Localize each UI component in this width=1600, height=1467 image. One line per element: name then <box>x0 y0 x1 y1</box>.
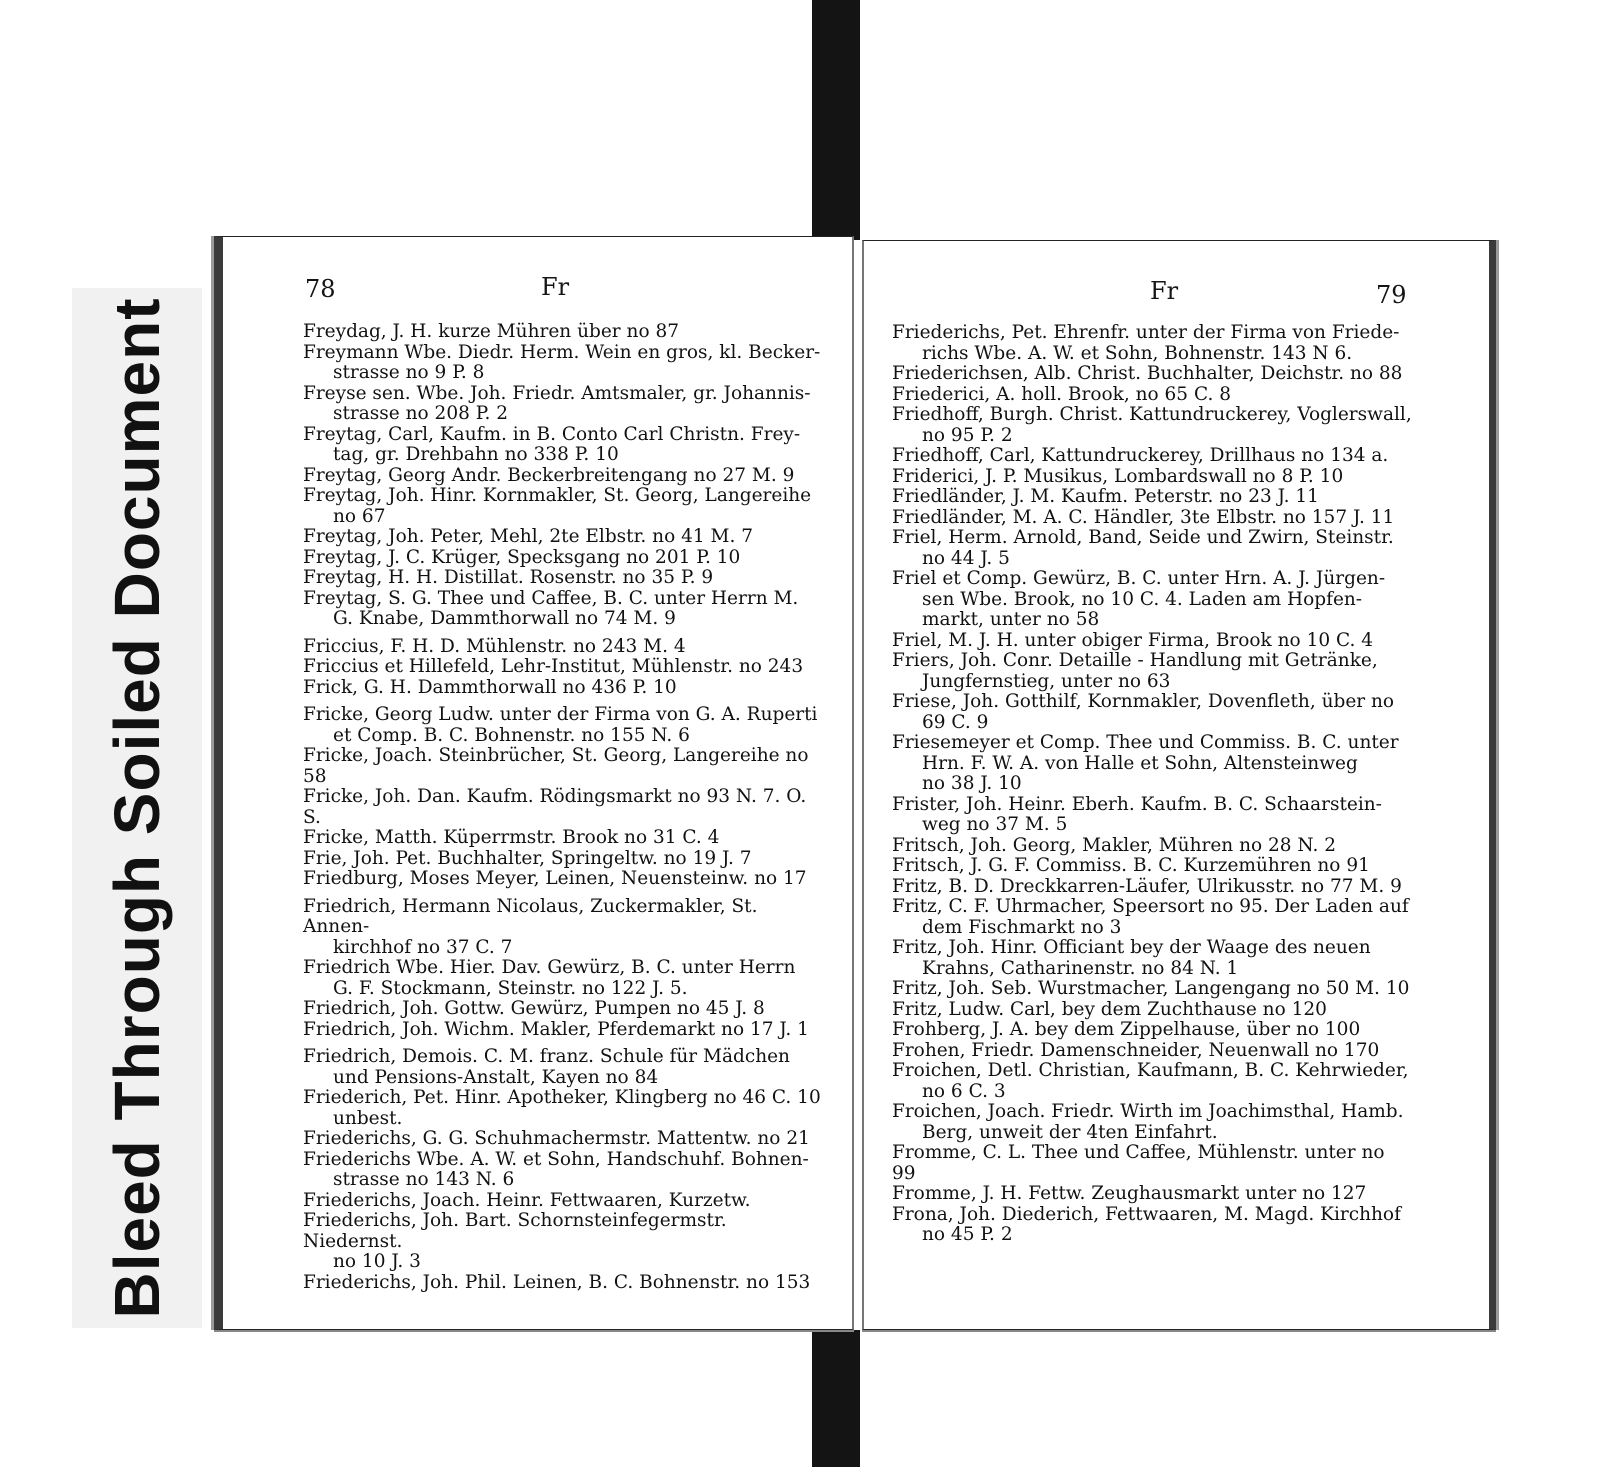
entry-continuation: unbest. <box>333 1107 403 1129</box>
entry-continuation: G. Knabe, Dammthorwall no 74 M. 9 <box>333 608 676 629</box>
directory-entry <box>303 897 823 959</box>
entry-continuation: no 6 C. 3 <box>922 1080 1006 1102</box>
entry-continuation: strasse no 208 P. 2 <box>333 403 508 424</box>
entry-line: Friedrich, Demois. C. M. franz. Schule für Mädchen <box>303 1046 790 1067</box>
entry-continuation: dem Fischmarkt no 3 <box>922 916 1122 938</box>
directory-entry <box>892 795 1412 836</box>
entry-line: Frie, Joh. Pet. Buchhalter, Springeltw. no 19 J. 7 <box>303 847 752 869</box>
entry-line: Freytag, S. G. Thee und Caffee, B. C. unter Herrn M. <box>303 587 799 609</box>
entry-line: Friese, Joh. Gotthilf, Kornmakler, Dovenfleth, über no <box>892 691 1395 712</box>
right-page-header: Fr <box>1150 277 1179 305</box>
entry-line: Friel, Herm. Arnold, Band, Seide und Zwirn, Steinstr. <box>892 527 1394 548</box>
entry-line: Friedrich Wbe. Hier. Dav. Gewürz, B. C. unter Herrn <box>303 957 796 978</box>
entry-continuation: et Comp. B. C. Bohnenstr. no 155 N. 6 <box>333 724 690 746</box>
entry-line: Freytag, J. C. Krüger, Specksgang no 201 P. 10 <box>303 546 741 568</box>
directory-entry <box>892 856 1412 877</box>
directory-entry <box>892 938 1412 979</box>
entry-continuation: no 44 J. 5 <box>922 547 1010 569</box>
left-page-number: 78 <box>305 275 336 303</box>
entry-line: Fritz, Ludw. Carl, bey dem Zuchthause no 120 <box>892 998 1327 1020</box>
entry-line: Frohen, Friedr. Damenschneider, Neuenwall no 170 <box>892 1039 1380 1061</box>
entry-line: Fricke, Joach. Steinbrücher, St. Georg, Langereihe no 58 <box>303 745 809 787</box>
entry-line: Freytag, Carl, Kaufm. in B. Conto Carl Christn. Frey- <box>303 423 801 445</box>
directory-entry <box>892 487 1412 508</box>
entry-line: Friccius et Hillefeld, Lehr-Institut, Mühlenstr. no 243 <box>303 656 804 677</box>
directory-entry <box>892 651 1412 692</box>
entry-continuation: richs Wbe. A. W. et Sohn, Bohnenstr. 143 N 6. <box>922 342 1353 364</box>
entry-line: Freydag, J. H. kurze Mühren über no 87 <box>303 321 679 342</box>
entry-line: Frick, G. H. Dammthorwall no 436 P. 10 <box>303 676 677 698</box>
entry-line: Froichen, Detl. Christian, Kaufmann, B. C. Kehrwieder, <box>892 1060 1409 1081</box>
directory-entry <box>303 1273 823 1294</box>
directory-entry <box>892 733 1412 795</box>
directory-entry <box>303 637 823 658</box>
entry-line: Friccius, F. H. D. Mühlenstr. no 243 M. 4 <box>303 635 686 657</box>
entry-line: Froichen, Joach. Friedr. Wirth im Joachimsthal, Hamb. <box>892 1101 1404 1122</box>
entry-line: Friederici, A. holl. Brook, no 65 C. 8 <box>892 383 1231 405</box>
directory-entry <box>303 568 823 589</box>
directory-entry <box>303 828 823 849</box>
right-entry-list <box>892 323 1412 1246</box>
entry-line: Friedrich, Joh. Wichm. Makler, Pferdemarkt no 17 J. 1 <box>303 1018 809 1040</box>
entry-line: Fritz, B. D. Dreckkarren-Läufer, Ulrikusstr. no 77 M. 9 <box>892 875 1402 897</box>
directory-entry <box>303 527 823 548</box>
directory-entry <box>892 631 1412 652</box>
directory-entry <box>303 425 823 466</box>
directory-entry <box>892 528 1412 569</box>
directory-entry <box>303 384 823 425</box>
entry-line: Friederichs, Joh. Bart. Schornsteinfegermstr. Niedernst. <box>303 1210 727 1252</box>
entry-line: Fritz, C. F. Uhrmacher, Speersort no 95. Der Laden auf <box>892 896 1409 917</box>
directory-entry <box>892 1184 1412 1205</box>
entry-continuation: und Pensions-Anstalt, Kayen no 84 <box>333 1066 659 1088</box>
entry-line: Friederichs, Joach. Heinr. Fettwaaren, Kurzetw. <box>303 1189 751 1211</box>
entry-continuation: G. F. Stockmann, Steinstr. no 122 J. 5. <box>333 977 688 999</box>
entry-continuation: strasse no 9 P. 8 <box>333 362 485 383</box>
directory-entry <box>303 869 823 890</box>
entry-line: Friedhoff, Burgh. Christ. Kattundruckerey, Voglerswall, <box>892 404 1412 425</box>
directory-entry <box>892 1143 1412 1184</box>
directory-entry <box>303 678 823 699</box>
entry-line: Friederichs, G. G. Schuhmachermstr. Mattentw. no 21 <box>303 1128 810 1149</box>
entry-line: Friederich, Pet. Hinr. Apotheker, Klingberg no 46 C. 10 <box>303 1087 821 1108</box>
entry-continuation: no 45 P. 2 <box>922 1224 1013 1245</box>
directory-entry <box>303 1191 823 1212</box>
directory-entry <box>892 1041 1412 1062</box>
directory-entry <box>892 1205 1412 1246</box>
entry-continuation: tag, gr. Drehbahn no 338 P. 10 <box>333 444 619 465</box>
entry-line: Friers, Joh. Conr. Detaille - Handlung mit Getränke, <box>892 650 1378 671</box>
entry-line: Friedrich, Hermann Nicolaus, Zuckermakler, St. Annen- <box>303 895 758 937</box>
directory-entry <box>303 1047 823 1088</box>
directory-entry <box>892 569 1412 631</box>
entry-line: Friedburg, Moses Meyer, Leinen, Neuensteinw. no 17 <box>303 868 807 889</box>
entry-continuation: no 38 J. 10 <box>922 773 1022 794</box>
document-label: Bleed Through Soiled Document <box>101 297 173 1319</box>
entry-line: Friedhoff, Carl, Kattundruckerey, Drillhaus no 134 a. <box>892 445 1389 466</box>
left-page <box>214 236 854 1330</box>
directory-entry <box>892 836 1412 857</box>
entry-line: Frister, Joh. Heinr. Eberh. Kaufm. B. C. Schaarstein- <box>892 793 1382 815</box>
entry-line: Friedländer, M. A. C. Händler, 3te Elbstr. no 157 J. 11 <box>892 506 1395 528</box>
directory-entry <box>892 877 1412 898</box>
directory-entry <box>303 466 823 487</box>
entry-line: Freytag, Georg Andr. Beckerbreitengang no 27 M. 9 <box>303 464 795 486</box>
entry-line: Freytag, Joh. Peter, Mehl, 2te Elbstr. no 41 M. 7 <box>303 526 754 547</box>
left-entry-list <box>303 322 823 1293</box>
entry-line: Friederichs, Pet. Ehrenfr. unter der Firma von Friede- <box>892 322 1400 343</box>
entry-continuation: 69 C. 9 <box>922 711 989 733</box>
entry-line: Friel, M. J. H. unter obiger Firma, Brook no 10 C. 4 <box>892 629 1374 651</box>
entry-line: Friederichs Wbe. A. W. et Sohn, Handschuhf. Bohnen- <box>303 1148 809 1170</box>
directory-entry <box>303 849 823 870</box>
entry-continuation: no 10 J. 3 <box>333 1251 421 1272</box>
directory-entry <box>892 1000 1412 1021</box>
directory-entry <box>303 1150 823 1191</box>
entry-line: Friderici, J. P. Musikus, Lombardswall no 8 P. 10 <box>892 465 1344 487</box>
directory-entry <box>303 746 823 787</box>
entry-line: Fritz, Joh. Seb. Wurstmacher, Langengang no 50 M. 10 <box>892 978 1410 999</box>
entry-continuation: sen Wbe. Brook, no 10 C. 4. Laden am Hopfen- <box>922 588 1363 610</box>
directory-entry <box>303 322 823 343</box>
directory-entry <box>892 508 1412 529</box>
entry-line: Friel et Comp. Gewürz, B. C. unter Hrn. A. J. Jürgen- <box>892 568 1386 589</box>
directory-entry <box>892 692 1412 733</box>
directory-entry <box>892 979 1412 1000</box>
entry-continuation: strasse no 143 N. 6 <box>333 1169 515 1190</box>
entry-line: Freytag, H. H. Distillat. Rosenstr. no 35 P. 9 <box>303 567 714 588</box>
entry-continuation: Jungfernstieg, unter no 63 <box>922 670 1171 692</box>
entry-line: Fricke, Joh. Dan. Kaufm. Rödingsmarkt no 93 N. 7. O. S. <box>303 786 807 828</box>
directory-entry <box>303 705 823 746</box>
entry-continuation: Hrn. F. W. A. von Halle et Sohn, Altensteinweg <box>922 752 1358 774</box>
directory-entry <box>892 1061 1412 1102</box>
entry-line: Friederichs, Joh. Phil. Leinen, B. C. Bohnenstr. no 153 <box>303 1271 811 1293</box>
directory-entry <box>303 1020 823 1041</box>
entry-line: Frohberg, J. A. bey dem Zippelhause, über no 100 <box>892 1019 1361 1040</box>
directory-entry <box>303 657 823 678</box>
directory-entry <box>303 589 823 630</box>
directory-entry <box>892 897 1412 938</box>
entry-line: Fritsch, Joh. Georg, Makler, Mühren no 28 N. 2 <box>892 834 1336 856</box>
directory-entry <box>303 1088 823 1129</box>
entry-line: Freytag, Joh. Hinr. Kornmakler, St. Georg, Langereihe <box>303 485 812 506</box>
entry-line: Fromme, J. H. Fettw. Zeughausmarkt unter no 127 <box>892 1183 1367 1204</box>
entry-line: Friederichsen, Alb. Christ. Buchhalter, Deichstr. no 88 <box>892 363 1403 384</box>
directory-entry <box>303 548 823 569</box>
directory-entry <box>892 1020 1412 1041</box>
right-page-number: 79 <box>1376 281 1407 309</box>
entry-line: Freymann Wbe. Diedr. Herm. Wein en gros, kl. Becker- <box>303 341 821 363</box>
entry-line: Fritz, Joh. Hinr. Officiant bey der Waage des neuen <box>892 937 1371 958</box>
entry-continuation: kirchhof no 37 C. 7 <box>333 936 513 958</box>
entry-line: Fromme, C. L. Thee und Caffee, Mühlenstr. unter no 99 <box>892 1142 1385 1184</box>
entry-continuation: no 67 <box>333 505 386 527</box>
directory-entry <box>303 999 823 1020</box>
entry-line: Friedrich, Joh. Gottw. Gewürz, Pumpen no 45 J. 8 <box>303 998 765 1019</box>
directory-entry <box>892 467 1412 488</box>
directory-entry <box>303 343 823 384</box>
book-spine-top <box>812 0 860 240</box>
entry-line: Fricke, Matth. Küperrmstr. Brook no 31 C. 4 <box>303 827 720 848</box>
directory-entry <box>303 958 823 999</box>
entry-continuation: Krahns, Catharinenstr. no 84 N. 1 <box>922 957 1239 979</box>
entry-continuation: no 95 P. 2 <box>922 424 1013 446</box>
entry-continuation: weg no 37 M. 5 <box>922 814 1068 835</box>
entry-line: Freyse sen. Wbe. Joh. Friedr. Amtsmaler, gr. Johannis- <box>303 382 811 404</box>
directory-entry <box>892 364 1412 385</box>
directory-entry <box>303 1211 823 1273</box>
entry-continuation: markt, unter no 58 <box>922 609 1100 630</box>
book-spine-bottom <box>812 1330 860 1467</box>
entry-line: Friesemeyer et Comp. Thee und Commiss. B. C. unter <box>892 732 1399 753</box>
directory-entry <box>303 1129 823 1150</box>
entry-line: Fritsch, J. G. F. Commiss. B. C. Kurzemühren no 91 <box>892 855 1370 876</box>
directory-entry <box>892 323 1412 364</box>
directory-entry <box>892 446 1412 467</box>
directory-entry <box>892 405 1412 446</box>
directory-entry <box>303 486 823 527</box>
entry-line: Friedländer, J. M. Kaufm. Peterstr. no 23 J. 11 <box>892 486 1319 507</box>
directory-entry <box>892 1102 1412 1143</box>
right-page <box>862 240 1496 1330</box>
directory-entry <box>303 787 823 828</box>
entry-line: Fricke, Georg Ludw. unter der Firma von G. A. Ruperti <box>303 704 818 725</box>
entry-continuation: Berg, unweit der 4ten Einfahrt. <box>922 1121 1218 1143</box>
directory-entry <box>892 385 1412 406</box>
left-page-header: Fr <box>541 273 570 301</box>
entry-line: Frona, Joh. Diederich, Fettwaaren, M. Magd. Kirchhof <box>892 1203 1401 1225</box>
